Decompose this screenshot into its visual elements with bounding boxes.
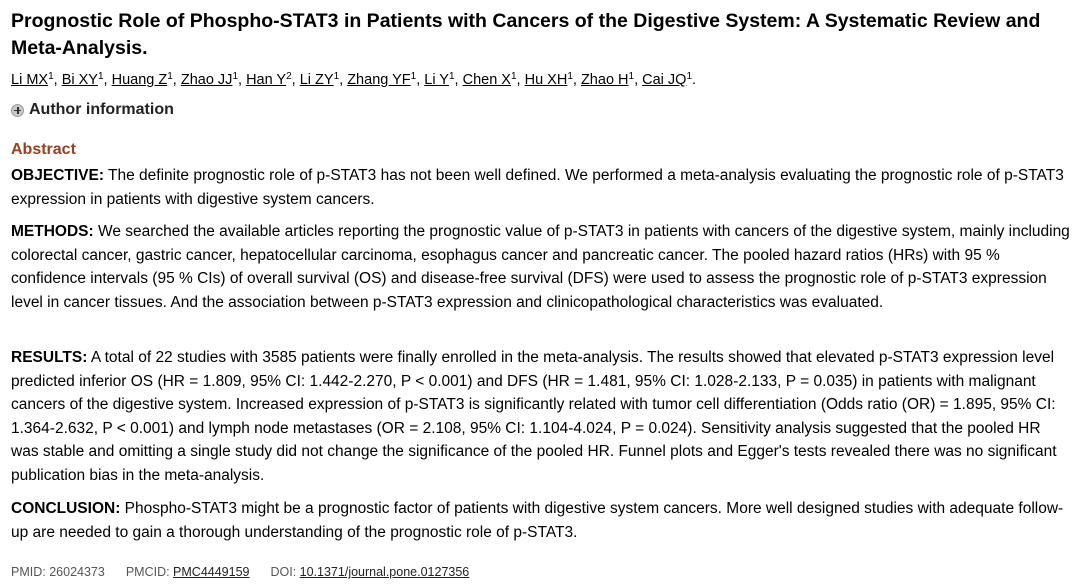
author-affiliation: 1: [686, 71, 693, 82]
pmcid-link[interactable]: PMC4449159: [173, 565, 250, 579]
author-list: Li $MX^1$, Bi $XY^1$, Huang $Z^1$, Zhao $JJ^1$, Han $Y^2$, Li $ZY^1$, Zhang $YF^1$, Li $Y^1$, Chen $X^1$, Hu $XH^1$, Zhao $H^1$, Cai $JQ^1$.: [11, 71, 697, 88]
author-link[interactable]: Cai JQ: [642, 72, 687, 88]
section-text: The definite prognostic role of p-STAT3 has not been well defined. We performed a meta-analysis evaluating the prognostic role of p-STAT3 expression in patients with digestive system cancers.: [11, 167, 1064, 208]
author-affiliation: 1: [510, 71, 517, 82]
abstract-objective: [11, 164, 1071, 211]
author-link[interactable]: Huang Z: [111, 72, 168, 88]
author-link[interactable]: Bi XY: [61, 72, 98, 88]
author-link[interactable]: Chen X: [462, 72, 511, 88]
abstract-heading: Abstract: [11, 141, 76, 158]
author-information-toggle[interactable]: [11, 101, 174, 119]
author-affiliation: 1: [97, 71, 104, 82]
author-affiliation: 1: [567, 71, 573, 82]
section-text: We searched the available articles reporting the prognostic value of p-STAT3 in patients with cancers of the digestive system, mainly including colorectal cancer, gastric cancer, hepatocellular carcinoma, esophagus cancer and pancreatic cancer. The pooled hazard ratios (HRs) with 95 % confidence intervals (95 % CIs) of overall survival (OS) and disease-free survival (DFS) were used to assess the prognostic role of p-STAT3 expression level in cancer tissues. And the association between p-STAT3 expression and clinicopathological characteristics was evaluated.: [11, 223, 1070, 311]
section-label: RESULTS:: [11, 349, 88, 366]
section-text: A total of 22 studies with 3585 patients were finally enrolled in the meta-analysis. The results showed that elevated p-STAT3 expression level predicted inferior OS (HR = 1.809, 95% CI: 1.442-2.270, P < 0.001) and DFS (HR = 1.481, 95% CI: 1.028-2.133, P = 0.035) in patients with malignant cancers of the digestive system. Increased expression of p-STAT3 is significantly related with tumor cell differentiation (Odds ratio (OR) = 1.895, 95% CI: 1.364-2.632, P < 0.001) and lymph node metastases (OR = 2.108, 95% CI: 1.104-4.024, P = 0.024). Sensitivity analysis suggested that the pooled HR was stable and omitting a single study did not change the significance of the pooled HR. Funnel plots and Egger's tests revealed there was no significant publication bias in the meta-analysis.: [11, 349, 1057, 484]
author-link[interactable]: Zhang YF: [347, 72, 411, 88]
author-link[interactable]: Zhao H: [580, 72, 629, 88]
article-identifiers: [11, 565, 469, 579]
section-text: Phospho-STAT3 might be a prognostic factor of patients with digestive system cancers. More well designed studies with adequate follow-up are needed to gain a thorough understanding of the prognostic role of p-STAT3.: [11, 500, 1064, 541]
section-label: METHODS:: [11, 223, 94, 240]
author-link[interactable]: Hu XH: [524, 72, 568, 88]
section-label: OBJECTIVE:: [11, 167, 105, 184]
abstract-methods: [11, 220, 1071, 314]
author-affiliation: 1: [167, 71, 173, 82]
author-information-label: Author information: [29, 101, 174, 118]
pmid-value: 26024373: [49, 565, 105, 579]
author-link[interactable]: Li Y: [424, 72, 449, 88]
author-link[interactable]: Li MX: [11, 72, 49, 88]
author-affiliation: 1: [448, 71, 455, 82]
author-affiliation: 1: [232, 71, 238, 82]
section-label: CONCLUSION:: [11, 500, 121, 517]
author-link[interactable]: Han Y: [246, 72, 287, 88]
author-link[interactable]: Li ZY: [299, 72, 334, 88]
pmcid-label: PMCID:: [125, 565, 170, 579]
pmid-label: PMID:: [11, 565, 46, 579]
author-link[interactable]: Zhao JJ: [180, 72, 233, 88]
abstract-conclusion: [11, 497, 1071, 544]
doi-label: DOI:: [270, 565, 297, 579]
abstract-results: [11, 346, 1071, 487]
author-affiliation: 1: [48, 71, 54, 82]
author-affiliation: 1: [333, 71, 340, 82]
doi-link[interactable]: 10.1371/journal.pone.0127356: [299, 565, 470, 579]
author-affiliation: 1: [410, 71, 417, 82]
author-affiliation: 1: [628, 71, 635, 82]
expand-plus-icon[interactable]: [11, 104, 24, 117]
author-affiliation: 2: [286, 71, 292, 82]
article-title: Prognostic Role of Phospho-STAT3 in Patients with Cancers of the Digestive System: A Systematic Review and Meta-Analysis.: [11, 10, 1041, 59]
